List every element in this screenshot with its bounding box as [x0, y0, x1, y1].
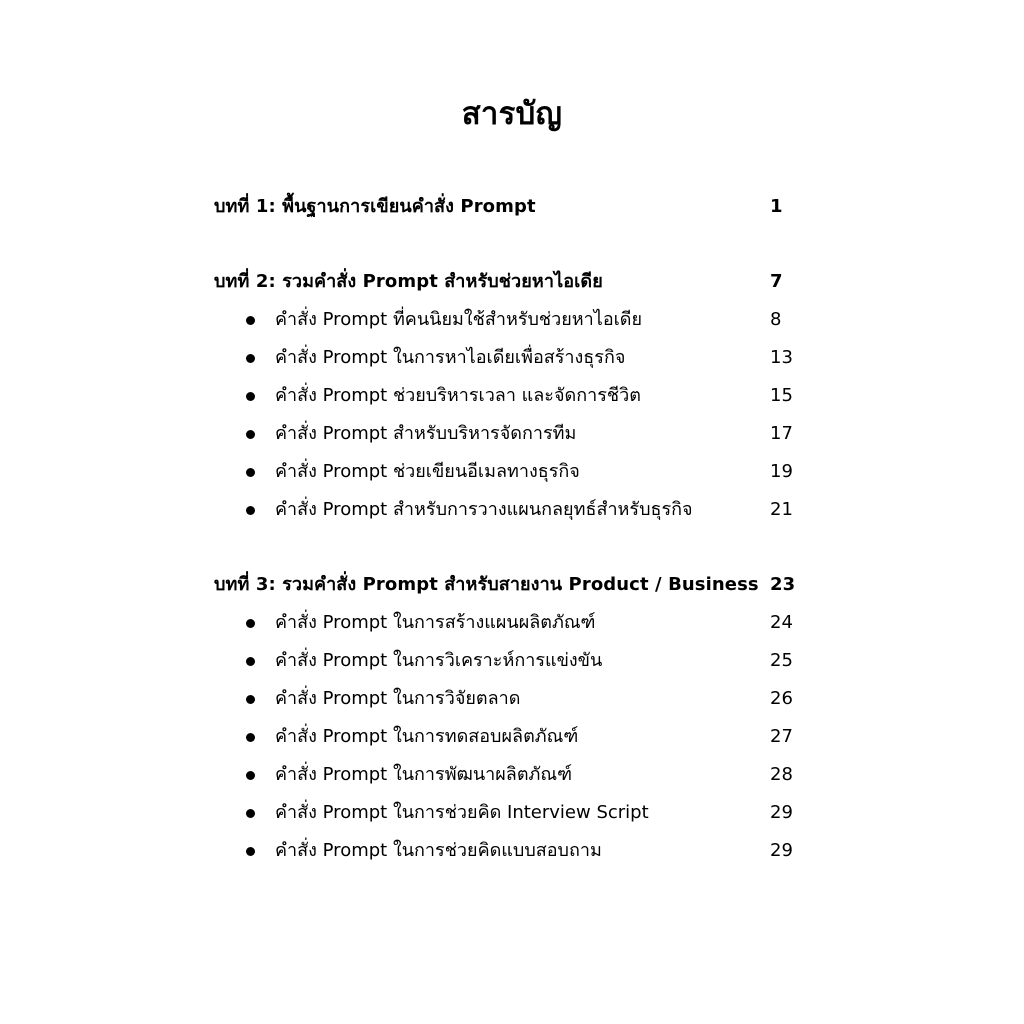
bullet-icon [246, 392, 255, 401]
bullet-icon [246, 430, 255, 439]
toc-item[interactable] [214, 832, 814, 870]
toc-item-title: คำสั่ง Prompt ช่วยบริหารเวลา และจัดการชีวิต [275, 385, 641, 406]
chapter-row[interactable] [214, 188, 814, 226]
bullet-icon [246, 771, 255, 780]
toc-item[interactable] [214, 642, 814, 680]
toc-item[interactable] [214, 415, 814, 453]
toc-item-title: คำสั่ง Prompt ในการช่วยคิด Interview Script [275, 802, 649, 823]
chapter-page-number: 1 [770, 196, 783, 217]
toc-item-title: คำสั่ง Prompt ในการสร้างแผนผลิตภัณฑ์ [275, 612, 596, 633]
toc-item-page-number: 28 [770, 764, 793, 785]
toc-item[interactable] [214, 794, 814, 832]
chapter-page-number: 23 [770, 574, 796, 595]
toc-item-title: คำสั่ง Prompt ในการทดสอบผลิตภัณฑ์ [275, 726, 579, 747]
toc-item-title: คำสั่ง Prompt ในการหาไอเดียเพื่อสร้างธุรกิจ [275, 347, 626, 368]
chapter-row[interactable] [214, 566, 814, 604]
chapter-row[interactable] [214, 263, 814, 301]
toc-item-page-number: 25 [770, 650, 793, 671]
toc-item-page-number: 8 [770, 309, 782, 330]
toc-item-title: คำสั่ง Prompt ช่วยเขียนอีเมลทางธุรกิจ [275, 461, 580, 482]
toc-item-page-number: 21 [770, 499, 793, 520]
toc-item-page-number: 15 [770, 385, 793, 406]
bullet-icon [246, 468, 255, 477]
toc-item-title: คำสั่ง Prompt ในการวิจัยตลาด [275, 688, 521, 709]
toc-item[interactable] [214, 718, 814, 756]
toc-item-page-number: 17 [770, 423, 793, 444]
bullet-icon [246, 619, 255, 628]
toc-item[interactable] [214, 491, 814, 529]
toc-item-page-number: 19 [770, 461, 793, 482]
chapter-title: บทที่ 2: รวมคำสั่ง Prompt สำหรับช่วยหาไอเดีย [214, 271, 603, 292]
toc-item[interactable] [214, 301, 814, 339]
bullet-icon [246, 847, 255, 856]
bullet-icon [246, 695, 255, 704]
toc-item-title: คำสั่ง Prompt ในการพัฒนาผลิตภัณฑ์ [275, 764, 573, 785]
bullet-icon [246, 506, 255, 515]
section-gap [214, 529, 814, 566]
toc-item-page-number: 29 [770, 840, 793, 861]
toc-item-page-number: 27 [770, 726, 793, 747]
toc-item-title: คำสั่ง Prompt ในการวิเคราะห์การแข่งขัน [275, 650, 603, 671]
toc-item-title: คำสั่ง Prompt ในการช่วยคิดแบบสอบถาม [275, 840, 602, 861]
toc-item[interactable] [214, 377, 814, 415]
toc-item-page-number: 26 [770, 688, 793, 709]
toc-item-page-number: 13 [770, 347, 793, 368]
bullet-icon [246, 733, 255, 742]
toc-item-title: คำสั่ง Prompt ที่คนนิยมใช้สำหรับช่วยหาไอเดีย [275, 309, 643, 330]
chapter-title: บทที่ 3: รวมคำสั่ง Prompt สำหรับสายงาน Product / Business [214, 574, 759, 595]
toc-item[interactable] [214, 680, 814, 718]
toc-item-page-number: 29 [770, 802, 793, 823]
toc-item[interactable] [214, 604, 814, 642]
toc-item[interactable] [214, 339, 814, 377]
chapter-page-number: 7 [770, 271, 783, 292]
toc-item[interactable] [214, 756, 814, 794]
page-title: สารบัญ [461, 96, 563, 132]
chapter-title: บทที่ 1: พื้นฐานการเขียนคำสั่ง Prompt [214, 196, 536, 217]
toc-item-title: คำสั่ง Prompt สำหรับบริหารจัดการทีม [275, 423, 577, 444]
toc-item[interactable] [214, 453, 814, 491]
bullet-icon [246, 809, 255, 818]
toc-item-title: คำสั่ง Prompt สำหรับการวางแผนกลยุทธ์สำหรับธุรกิจ [275, 499, 693, 520]
bullet-icon [246, 316, 255, 325]
toc-item-page-number: 24 [770, 612, 793, 633]
section-gap [214, 226, 814, 263]
bullet-icon [246, 657, 255, 666]
table-of-contents [214, 188, 814, 870]
bullet-icon [246, 354, 255, 363]
